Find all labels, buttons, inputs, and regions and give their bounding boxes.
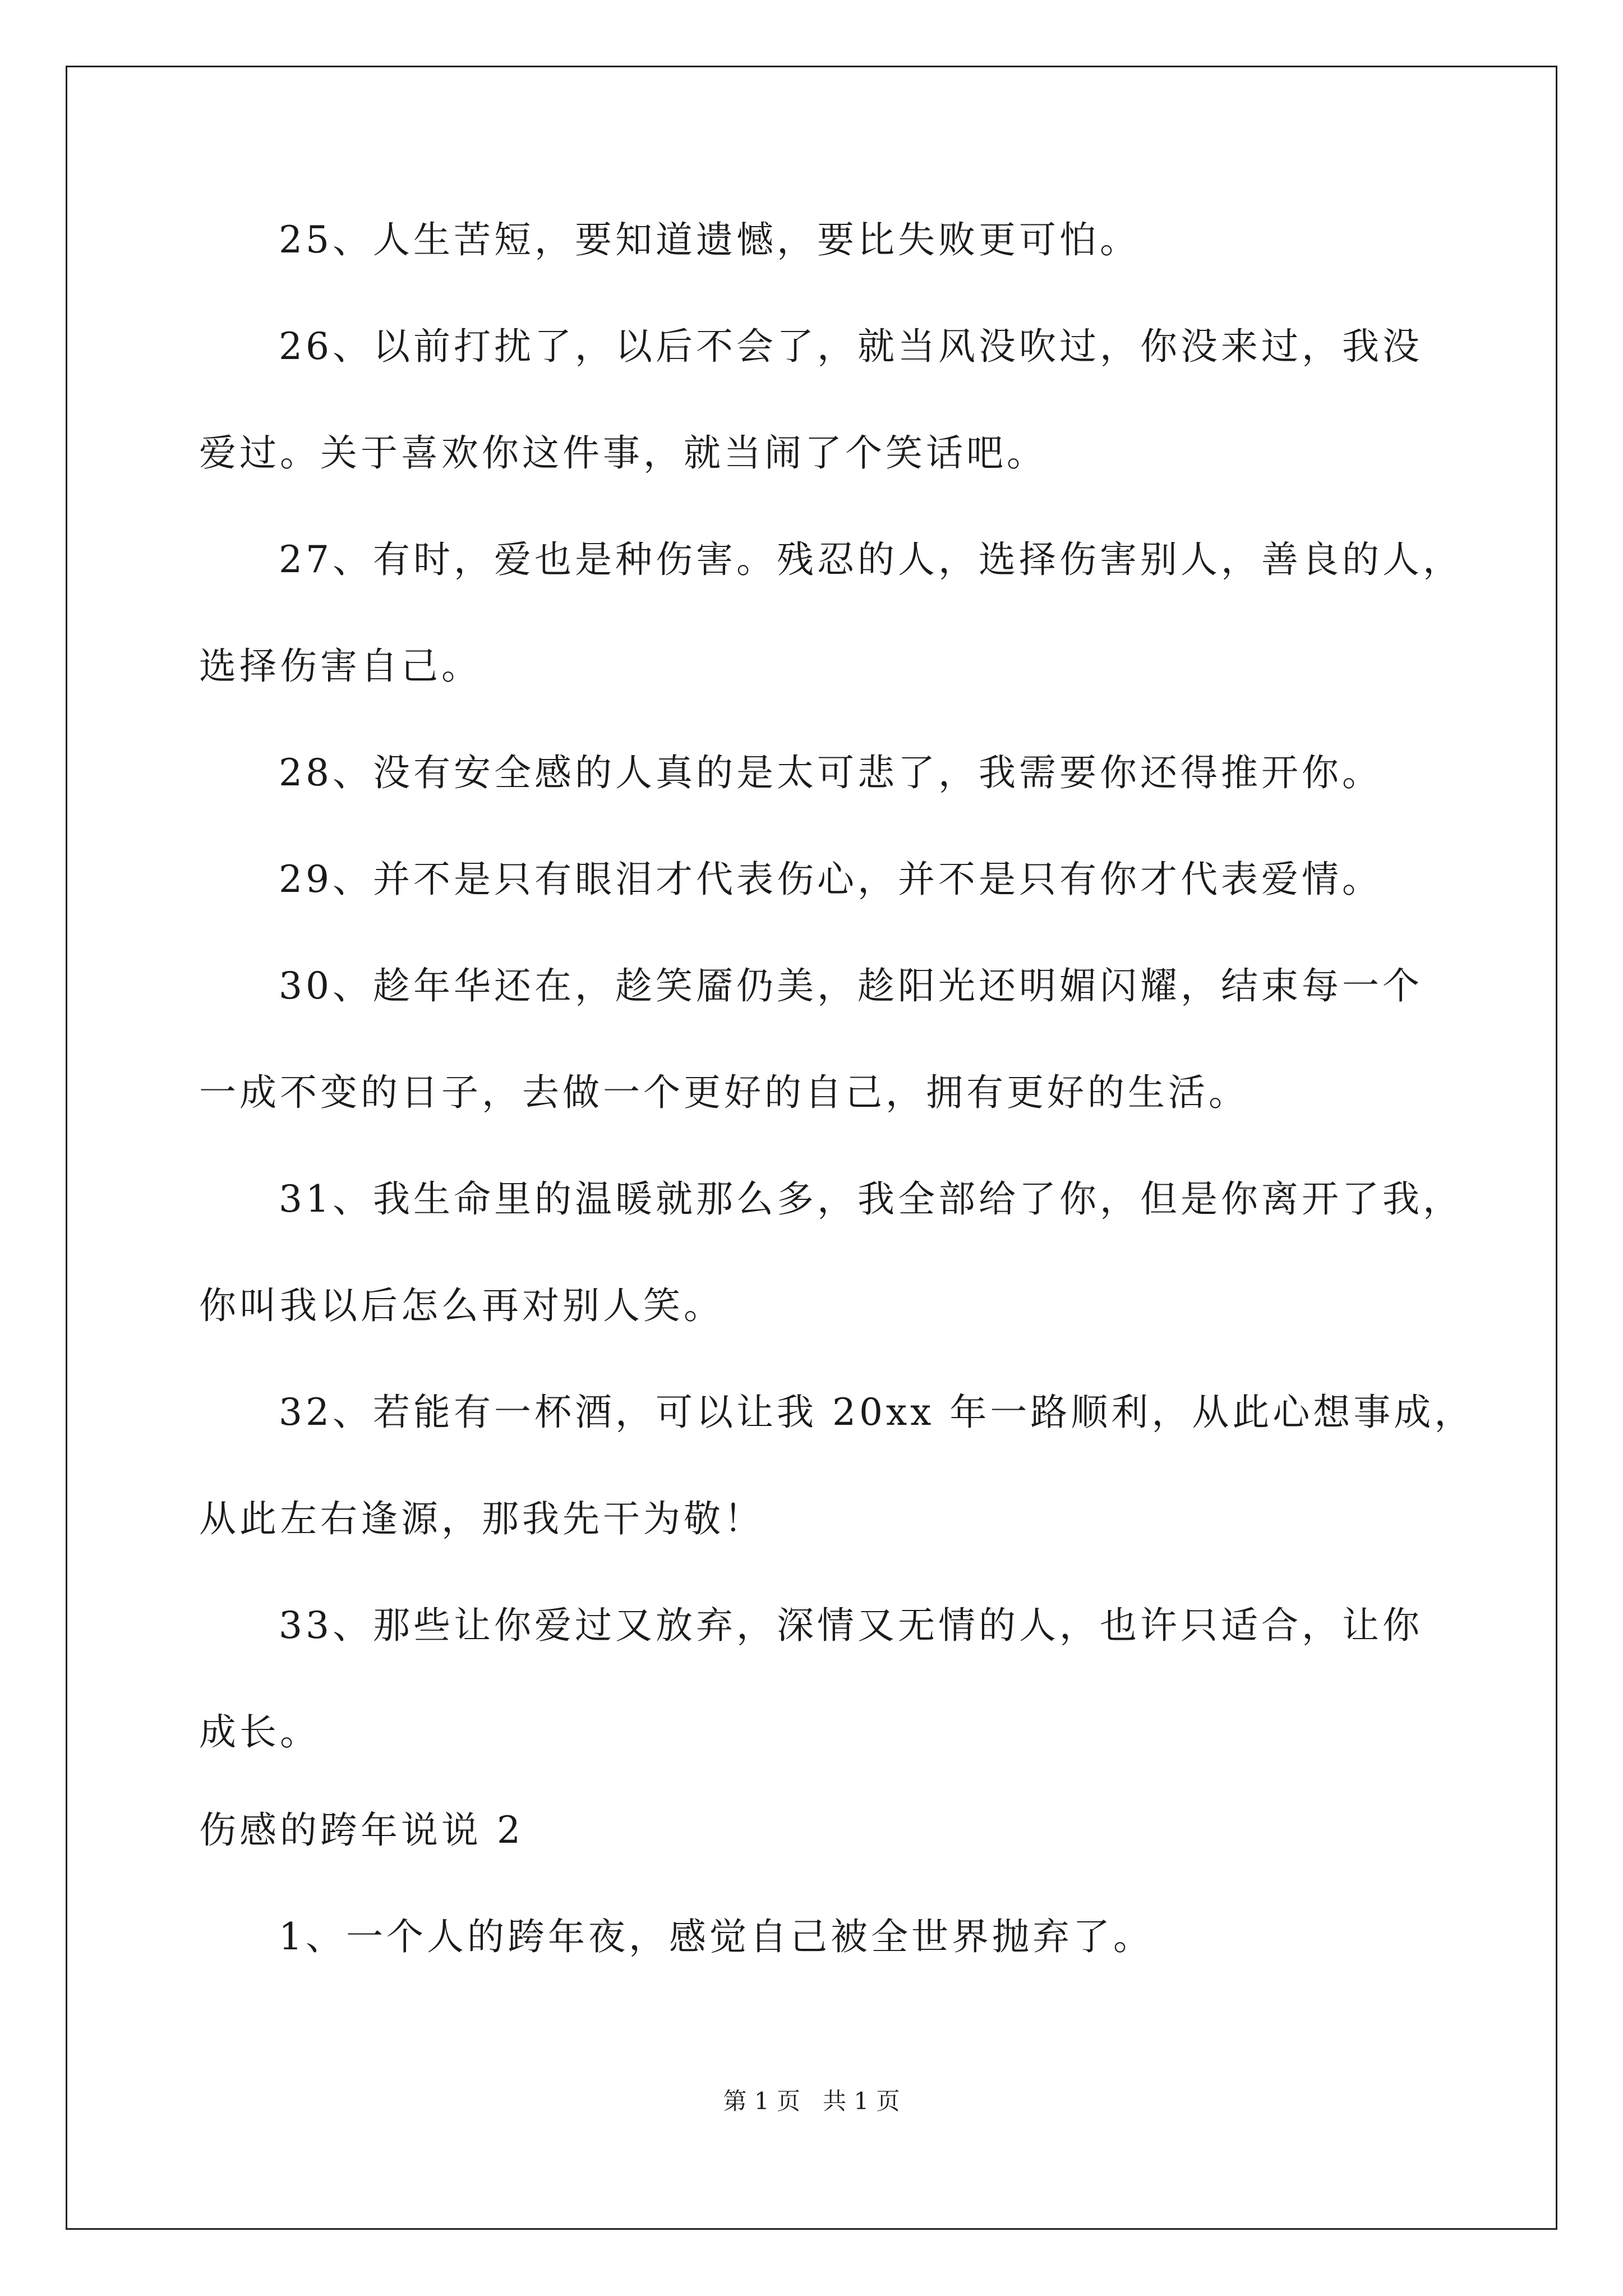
- paragraph-32-line-1: 32、若能有一杯酒，可以让我 20xx 年一路顺利，从此心想事成，: [279, 1391, 1475, 1434]
- page-number-footer: 第 1 页 共 1 页: [723, 2087, 900, 2115]
- paragraph-29-line-1: 29、并不是只有眼泪才代表伤心，并不是只有你才代表爱情。: [279, 858, 1382, 901]
- paragraph-32-line-2: 从此左右逢源，那我先干为敬！: [199, 1497, 764, 1540]
- paragraph-31-line-1: 31、我生命里的温暖就那么多，我全部给了你，但是你离开了我，: [279, 1177, 1463, 1221]
- page-border: [66, 66, 1557, 2230]
- paragraph-31-line-2: 你叫我以后怎么再对别人笑。: [199, 1284, 724, 1327]
- paragraph-28-line-1: 28、没有安全感的人真的是太可悲了，我需要你还得推开你。: [279, 751, 1382, 794]
- paragraph-30-line-1: 30、趁年华还在，趁笑靥仍美，趁阳光还明媚闪耀，结束每一个: [279, 964, 1423, 1007]
- paragraph-25-line-1: 25、人生苦短，要知道遗憾，要比失败更可怕。: [279, 218, 1140, 261]
- paragraph-33-line-1: 33、那些让你爱过又放弃，深情又无情的人，也许只适合，让你: [279, 1604, 1423, 1647]
- section-heading: 伤感的跨年说说 2: [199, 1809, 524, 1852]
- section-2-item-1: 1、一个人的跨年夜，感觉自己被全世界抛弃了。: [279, 1915, 1154, 1958]
- paragraph-26-line-2: 爱过。关于喜欢你这件事，就当闹了个笑话吧。: [199, 431, 1047, 475]
- paragraph-30-line-2: 一成不变的日子，去做一个更好的自己，拥有更好的生活。: [199, 1071, 1249, 1114]
- paragraph-27-line-1: 27、有时，爱也是种伤害。残忍的人，选择伤害别人，善良的人，: [279, 538, 1463, 581]
- paragraph-33-line-2: 成长。: [199, 1710, 320, 1754]
- paragraph-26-line-1: 26、以前打扰了，以后不会了，就当风没吹过，你没来过，我没: [279, 325, 1423, 368]
- paragraph-27-line-2: 选择伤害自己。: [199, 645, 482, 688]
